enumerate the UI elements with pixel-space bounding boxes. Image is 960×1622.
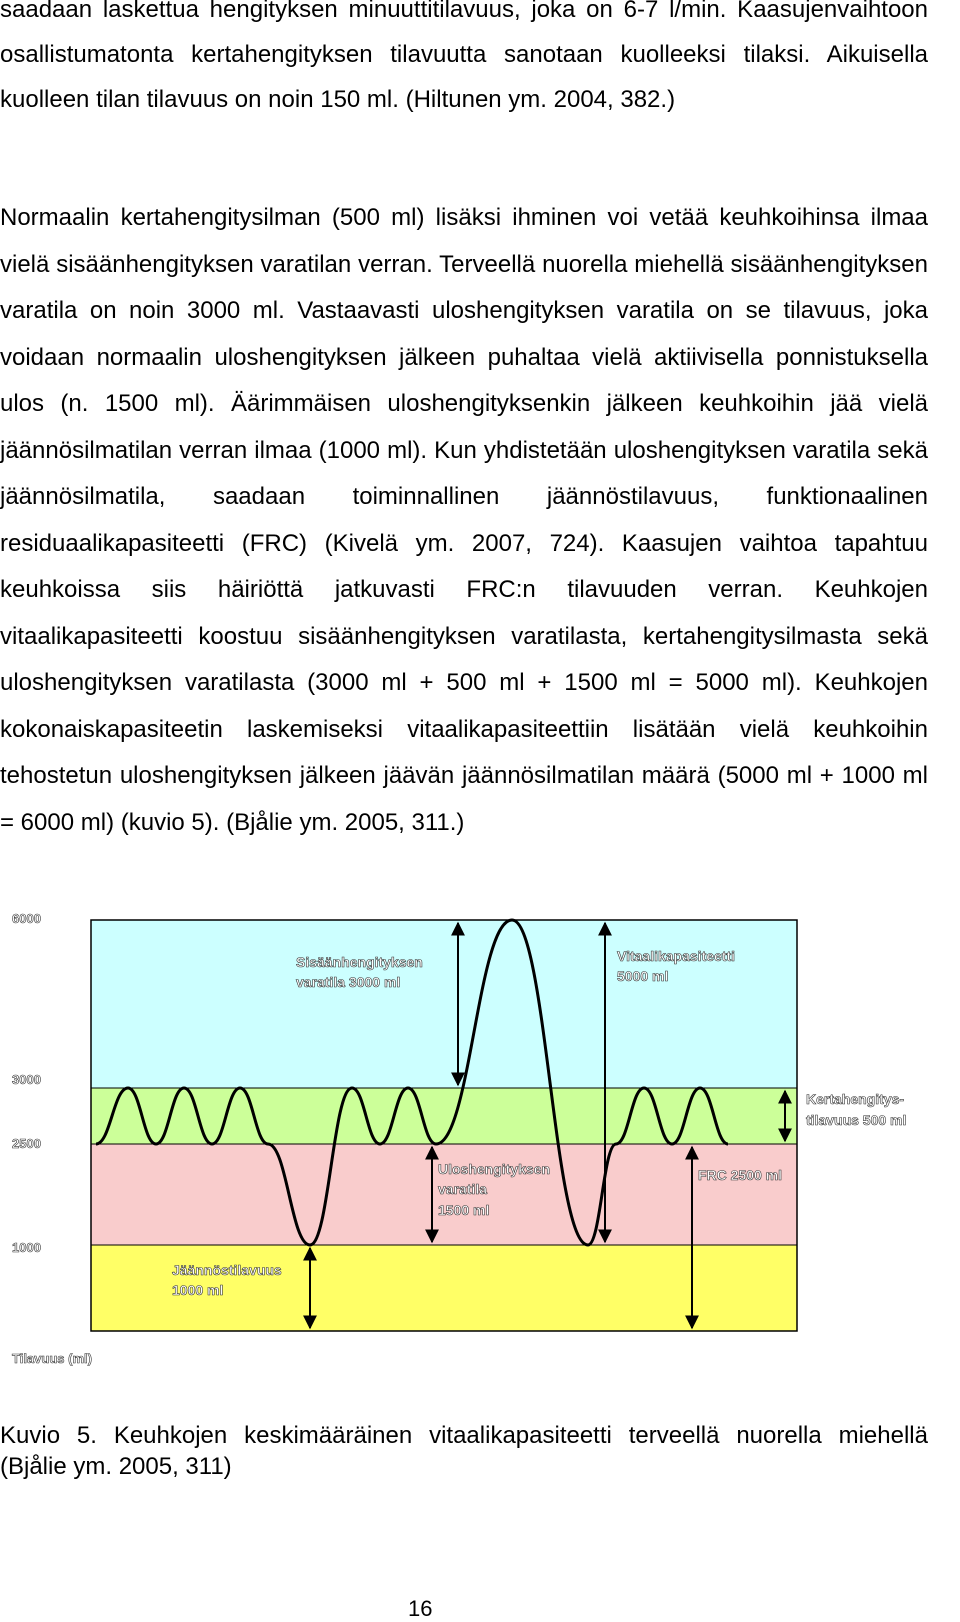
label-tidal-1: Kertahengitys- — [806, 1091, 905, 1107]
tick-1000: 1000 — [12, 1240, 41, 1255]
paragraph-1: saadaan laskettua hengityksen minuuttitilavuus, joka on 6-7 l/min. Kaasujenvaihtoon osallistumatonta kertahengityksen tilavuutta sanotaan kuolleeksi tilaksi. Aikuisella kuolleen tilan tilavuus on noin 150 ml. (Hiltunen ym. 2004, 382.) — [0, 0, 928, 113]
label-vital-capacity-1: Vitaalikapasiteetti — [617, 948, 736, 964]
tick-6000: 6000 — [12, 911, 41, 926]
label-residual-1: Jäännöstilavuus — [172, 1262, 282, 1278]
label-vital-capacity-2: 5000 ml — [617, 968, 669, 984]
page-number: 16 — [408, 1596, 433, 1621]
band-inspiratory-reserve — [91, 920, 797, 1088]
label-expiratory-reserve-2: varatila — [438, 1181, 488, 1197]
lung-volume-chart — [0, 900, 960, 1400]
label-inspiratory-reserve-2: varatila 3000 ml — [296, 974, 401, 990]
label-expiratory-reserve-1: Uloshengityksen — [438, 1161, 551, 1177]
tick-2500: 2500 — [12, 1136, 41, 1151]
label-tidal-2: tilavuus 500 ml — [806, 1112, 907, 1128]
paragraph-2: Normaalin kertahengitysilman (500 ml) lisäksi ihminen voi vetää keuhkoihinsa ilmaa vielä sisäänhengityksen varatilan verran. Terveellä nuorella miehellä sisäänhengityksen varatila on noin 3000 ml. Vastaavasti uloshengityksen varatila on se tilavuus, joka voidaan normaalin uloshengityksen jälkeen puhaltaa vielä aktiivisella ponnistuksella ulos (n. 1500 ml). Äärimmäisen uloshengityksenkin jälkeen keuhkoihin jää vielä jäännösilmatilan verran ilmaa (1000 ml). Kun yhdistetään uloshengityksen varatila sekä jäännösilmatila, saadaan toiminnallinen jäännöstilavuus, funktionaalinen residuaalikapasiteetti (FRC) (Kivelä ym. 2007, 724). Kaasujen vaihtoa tapahtuu keuhkoissa siis häiriöttä jatkuvasti FRC:n tilavuuden verran. Keuhkojen vitaalikapasiteetti koostuu sisäänhengityksen varatilasta, kertahengitysilmasta sekä uloshengityksen varatilasta (3000 ml + 500 ml + 1500 ml = 5000 ml). Keuhkojen kokonaiskapasiteetin laskemiseksi vitaalikapasiteettiin lisätään vielä keuhkoihin tehostetun uloshengityksen jälkeen jäävän jäännösilmatilan määrä (5000 ml + 1000 ml = 6000 ml) (kuvio 5). (Bjålie ym. 2005, 311.) — [0, 204, 928, 836]
label-residual-2: 1000 ml — [172, 1282, 224, 1298]
label-frc: FRC 2500 ml — [698, 1167, 783, 1183]
label-inspiratory-reserve-1: Sisäänhengityksen — [296, 954, 423, 970]
figure-caption: Kuvio 5. Keuhkojen keskimääräinen vitaalikapasiteetti terveellä nuorella miehellä (Bjålie ym. 2005, 311) — [0, 1422, 928, 1480]
y-axis-label: Tilavuus (ml) — [12, 1351, 92, 1366]
label-expiratory-reserve-3: 1500 ml — [438, 1202, 490, 1218]
tick-3000: 3000 — [12, 1072, 41, 1087]
